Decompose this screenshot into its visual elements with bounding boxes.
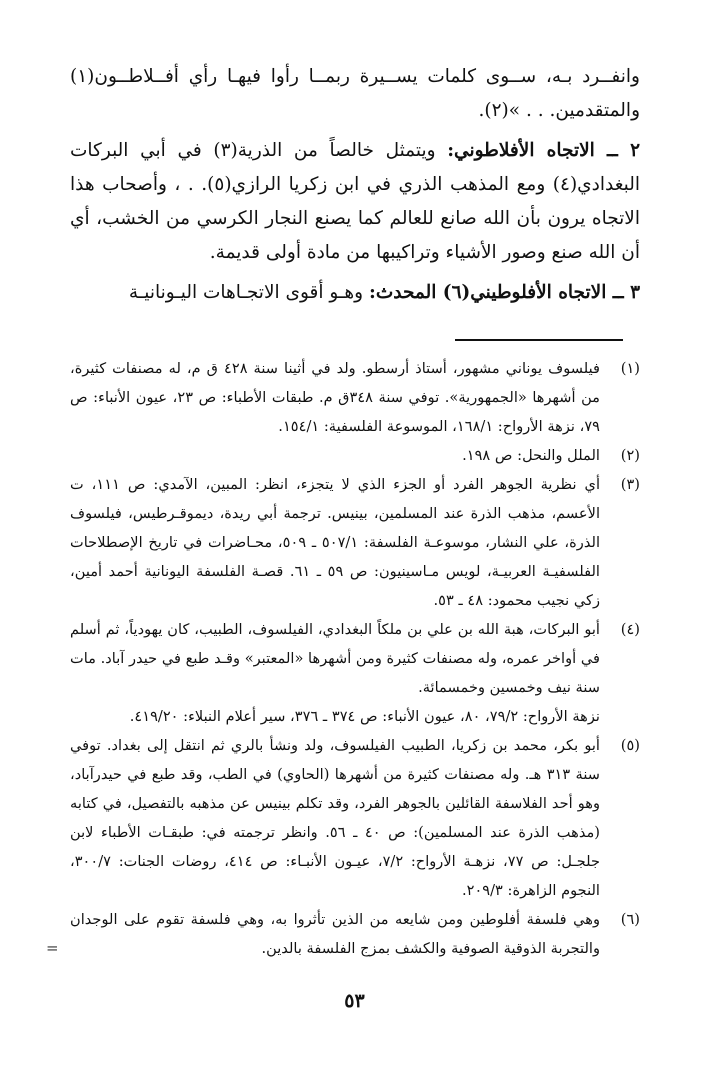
paragraph-2-text: ويتمثل خالصاً من الذرية(٣) في أبي البركات البغدادي(٤) ومع المذهب الذري في ابن زكريا الرازي(٥). . ، وأصحاب هذا الاتجاه يرون بأن الله صانع للعالم كما يصنع النجار الكرسي من الخشب، أي أن الله صنع وصور الأشياء وتراكيبها من مادة أولى قديمة. (70, 140, 641, 263)
footnotes (70, 354, 640, 963)
section-heading-2: ٢ ــ الاتجاه الأفلاطوني: (447, 140, 640, 161)
paragraph-2 (70, 134, 640, 270)
footnote-text: أبو بكر، محمد بن زكريا، الطبيب الفيلسوف، ولد ونشأ بالري ثم انتقل إلى بغداد. توفي سنة ٣١٣ هـ. وله مصنفات كثيرة من أشهرها (الحاوي) في الطب، وقد طبع في حيدرآباد، وهو أحد الفلاسفة القائلين بالجوهر الفرد، وقد تكلم بينيس عن مذهبه بالتفصيل، في كتابه (مذهب الذرة عند المسلمين): ص ٤٠ ـ ٥٦. وانظر ترجمته في: طبقـات الأطباء لابن جلجـل: ص ٧٧، نزهـة الأرواح: ٧/٢، عيـون الأنبـاء: ص ٤١٤، روضات الجنات: ٣٠٠/٧، النجوم الزاهرة: ٢٠٩/٣. (70, 737, 600, 899)
page-number: ٥٣ (344, 990, 365, 1012)
footnote-4 (70, 615, 640, 702)
footnote-number: (٣) (620, 476, 640, 493)
paragraph-1: وانفــرد بـه، ســوى كلمات يســيرة ربمــا رأوا فيهـا رأي أفــلاطــون(١) والمتقدمين. . . »(٢). (70, 66, 640, 121)
footnote-text: وهي فلسفة أفلوطين ومن شايعه من الذين تأثروا به، وهي فلسفة تقوم على الوجدان والتجربة الذوقية الصوفية والكشف بمزج الفلسفة بالدين. (70, 911, 600, 957)
footnote-3 (70, 470, 640, 615)
footnote-text: فيلسوف يوناني مشهور، أستاذ أرسطو. ولد في أثينا سنة ٤٢٨ ق م، له مصنفات كثيرة، من أشهرها «الجمهورية». توفي سنة ٣٤٨ق م. طبقات الأطباء: ص ٢٣، عيون الأنباء: ص ٧٩، نزهة الأرواح: ١٦٨/١، الموسوعة الفلسفية: ١٥٤/١. (70, 360, 600, 435)
footnote-number: (٥) (620, 737, 640, 754)
footnote-2 (70, 441, 640, 470)
footnote-text: أي نظرية الجوهر الفرد أو الجزء الذي لا يتجزء، انظر: المبين، الآمدي: ص ١١١، ت الأعسم، مذهب الذرة عند المسلمين، بينيس. ترجمة أبي ريدة، ديموقـرطيس، فيلسوف الذرة، علي النشار، موسوعـة الفلسفة: ٥٠٧/١ ـ ٥٠٩، محـاضرات في تاريخ الإصطلاحات الفلسفيـة العربيـة، لويس مـاسينيون: ص ٥٩ ـ ٦١. قصـة الفلسفة اليونانية أحمد أمين، زكي نجيب محمود: ٤٨ ـ ٥٣. (70, 476, 600, 609)
footnote-number: (١) (620, 360, 640, 377)
footnote-number: (٤) (620, 621, 640, 638)
section-heading-3: ٣ ــ الاتجاه الأفلوطيني(٦) المحدث: (368, 282, 640, 303)
footnote-text: أبو البركات، هبة الله بن علي بن ملكاً البغدادي، الفيلسوف، الطبيب، كان يهودياً، ثم أسلم في أواخر عمره، وله مصنفات كثيرة ومن أشهرها «المعتبر» وقـد طبع في حيدر آباد. مات سنة نيف وخمسين وخمسمائة. (70, 621, 600, 696)
footnote-6 (70, 905, 640, 963)
main-text (70, 60, 640, 310)
footnote-number: (٢) (620, 447, 640, 464)
footnote-1 (70, 354, 640, 441)
paragraph-3 (70, 276, 640, 310)
paragraph-3-text: وهـو أقوى الاتجـاهات اليـونانيـة (128, 282, 364, 303)
footnote-number: (٦) (620, 911, 640, 928)
footnote-4-references: نزهة الأرواح: ٧٩/٢، ٨٠، عيون الأنباء: ص ٣٧٤ ـ ٣٧٦، سير أعلام النبلاء: ٤١٩/٢٠. (129, 708, 600, 725)
continuation-marker: = (46, 939, 59, 957)
footnote-text: الملل والنحل: ص ١٩٨. (462, 447, 600, 464)
footnote-5 (70, 731, 640, 905)
footnote-divider (455, 339, 623, 341)
